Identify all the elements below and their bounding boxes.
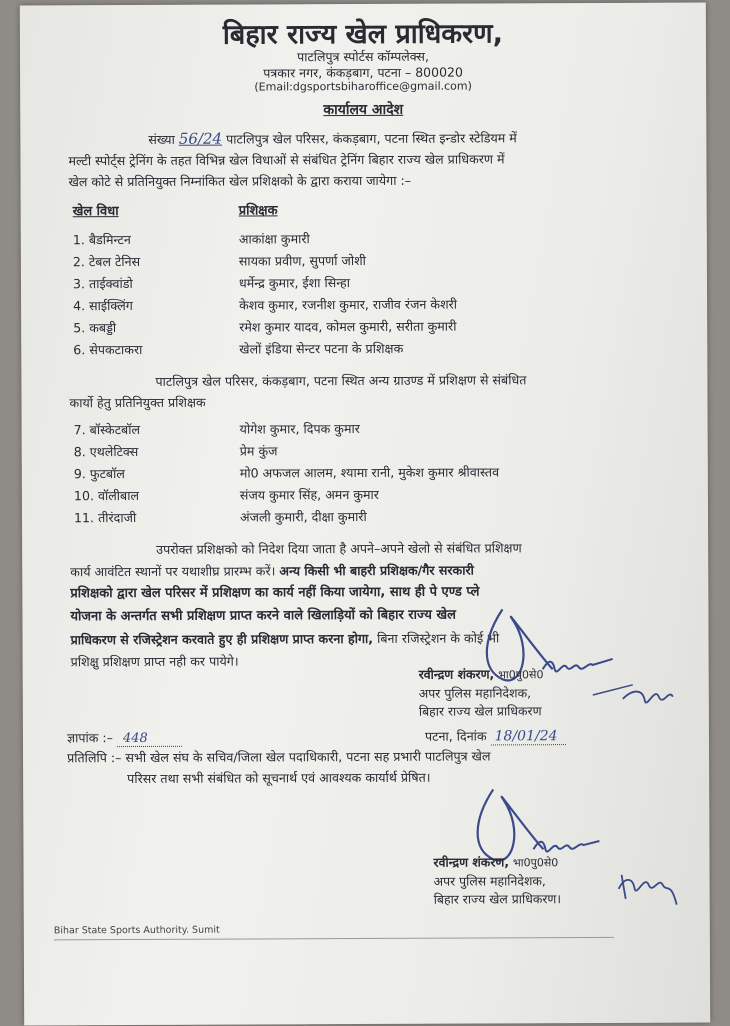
instruction-line-4: योजना के अन्तर्गत सभी प्रशिक्षण प्राप्त करने वाले खिलाड़ियों को बिहार राज्य खेल	[70, 607, 456, 625]
instruction-line-5a: प्राधिकरण से रजिस्ट्रेशन करवाते हुए ही प्रशिक्षण प्राप्त करना होगा,	[70, 630, 374, 648]
ground-trainer-9: मो0 अफजल आलम, श्यामा रानी, मुकेश कुमार श्रीवास्तव	[239, 464, 500, 481]
ground-intro-line-1: पाटलिपुत्र खेल परिसर, कंकड़बाग, पटना स्थित अन्य ग्राउण्ड में प्रशिक्षण से संबंधित	[155, 372, 527, 389]
ground-trainer-7: योगेश कुमार, दिपक कुमार	[239, 421, 360, 437]
indoor-trainer-4: केशव कुमार, रजनीश कुमार, राजीव रंजन केशरी	[239, 296, 458, 313]
sport-column-header: खेल विधा	[72, 204, 119, 220]
indoor-trainer-1: आकांक्षा कुमारी	[238, 231, 310, 247]
memo-label: ज्ञापांक :–	[66, 730, 113, 746]
memo-date: 18/01/24	[491, 728, 566, 745]
signature-1-office: बिहार राज्य खेल प्राधिकरण	[418, 703, 542, 719]
instruction-line-2a: कार्य आवंटित स्थानों पर यथाशीघ्र प्रारम्भ करें।	[70, 563, 276, 580]
ground-sport-10: 10. वॉलीबाल	[73, 487, 140, 504]
indoor-sport-6: 6. सेपकटाकरा	[73, 341, 143, 358]
org-address-line-2: पत्रकार नगर, कंकड़बाग, पटना – 800020	[263, 64, 463, 81]
order-line-3: खेल कोटे से प्रतिनियुक्त निम्नांकित खेल प्रशिक्षको के द्वारा कराया जायेगा :–	[68, 172, 412, 190]
order-number-line	[148, 127, 517, 150]
indoor-trainer-3: धर्मेन्द्र कुमार, ईशा सिन्हा	[238, 275, 351, 291]
footer-divider	[54, 937, 614, 940]
copy-label: प्रतिलिपि :–	[67, 750, 122, 766]
indoor-trainer-6: खेलों इंडिया सेन्टर पटना के प्रशिक्षक	[239, 340, 404, 357]
org-email: (Email:dgsportsbiharoffice@gmail.com)	[254, 79, 472, 94]
trainer-column-header: प्रशिक्षक	[238, 203, 278, 219]
ground-sport-11: 11. तीरंदाजी	[73, 509, 137, 526]
copy-text-1: सभी खेल संघ के सचिव/जिला खेल पदाधिकारी, पटना सह प्रभारी पाटलिपुत्र खेल	[125, 748, 491, 766]
signature-2-name: रवीन्द्रण शंकरण,	[433, 854, 510, 870]
ground-sport-8: 8. एथलेटिक्स	[73, 443, 139, 460]
ground-intro-line-2: कार्यो हेतु प्रतिनियुक्त प्रशिक्षक	[69, 394, 206, 411]
signature-2-designation: अपर पुलिस महानिदेशक,	[433, 873, 546, 889]
indoor-sport-2: 2. टेबल टेनिस	[72, 253, 141, 270]
instruction-line-5	[71, 627, 500, 650]
copy-line-2: परिसर तथा सभी संबंधित को सूचनार्थ एवं आवश्यक कार्यार्थ प्रेषित।	[127, 769, 431, 787]
signature-2-block	[433, 853, 561, 909]
instruction-line-1: उपरोक्त प्रशिक्षको को निदेश दिया जाता है अपने–अपने खेलो से संबंधित प्रशिक्षण	[156, 540, 522, 557]
signature-1-designation: अपर पुलिस महानिदेशक,	[418, 685, 532, 701]
instruction-line-3: प्रशिक्षको द्वारा खेल परिसर में प्रशिक्षण का कार्य नहीं किया जायेगा, साथ ही पे एण्ड प्ले	[70, 584, 480, 602]
indoor-sport-3: 3. ताईक्वांडो	[72, 276, 133, 292]
copy-line-1	[67, 745, 490, 768]
order-subject: कार्यालय आदेश	[323, 101, 404, 119]
order-number-label: संख्या	[148, 131, 175, 147]
indoor-sport-5: 5. कबड्डी	[73, 320, 117, 336]
signature-1-service: भा0पु0से0	[498, 668, 544, 682]
instruction-line-2	[70, 560, 474, 583]
ground-trainer-11: अंजली कुमारी, दीक्षा कुमारी	[239, 508, 367, 525]
instruction-line-2b: अन्य किसी भी बाहरी प्रशिक्षक/गैर सरकारी	[279, 562, 474, 579]
signature-1-name: रवीन्द्रण शंकरण,	[418, 666, 495, 682]
memo-date-line	[425, 725, 566, 748]
indoor-sport-4: 4. साईक्लिंग	[73, 298, 133, 314]
signature-2-office: बिहार राज्य खेल प्राधिकरण।	[433, 891, 562, 907]
memo-number: 448	[117, 731, 182, 747]
signature-2-service: भा0पु0से0	[512, 856, 559, 870]
ground-sport-9: 9. फुटबॉल	[73, 466, 125, 482]
signature-1-block	[419, 665, 544, 721]
instruction-line-6: प्रशिक्षु प्रशिक्षण प्राप्त नही कर पायेगे।	[70, 653, 239, 670]
ground-trainer-10: संजय कुमार सिंह, अमन कुमार	[239, 486, 379, 503]
ground-trainer-8: प्रेम कुंज	[239, 443, 278, 459]
indoor-trainer-2: सायका प्रवीण, सुपर्णा जोशी	[238, 252, 366, 269]
document-page	[20, 3, 710, 1026]
order-line-1: पाटलिपुत्र खेल परिसर, कंकड़बाग, पटना स्थित इन्डोर स्टेडियम में	[226, 130, 517, 147]
org-title: बिहार राज्य खेल प्राधिकरण,	[222, 18, 503, 51]
indoor-sport-1: 1. बैडमिन्टन	[72, 232, 131, 248]
footer-text: Bihar State Sports Authority. Sumit	[53, 924, 220, 937]
ground-sport-7: 7. बॉस्केटबॉल	[73, 421, 141, 438]
memo-place-date-label: पटना, दिनांक	[424, 728, 487, 744]
instruction-line-5b: बिना रजिस्ट्रेशन के कोई भी	[377, 630, 500, 646]
indoor-trainer-5: रमेश कुमार यादव, कोमल कुमारी, सरीता कुमारी	[239, 318, 457, 335]
org-address-line-1: पाटलिपुत्र स्पोर्टस कॉम्पलेक्स,	[297, 48, 429, 65]
order-line-2: मल्टी स्पोर्ट्स ट्रेनिंग के तहत विभिन्न खेल विधाओं से संबंधित ट्रेनिंग बिहार राज्य खेल प्राधिकरण में	[68, 151, 505, 169]
order-number-value: 56/24	[178, 129, 223, 148]
